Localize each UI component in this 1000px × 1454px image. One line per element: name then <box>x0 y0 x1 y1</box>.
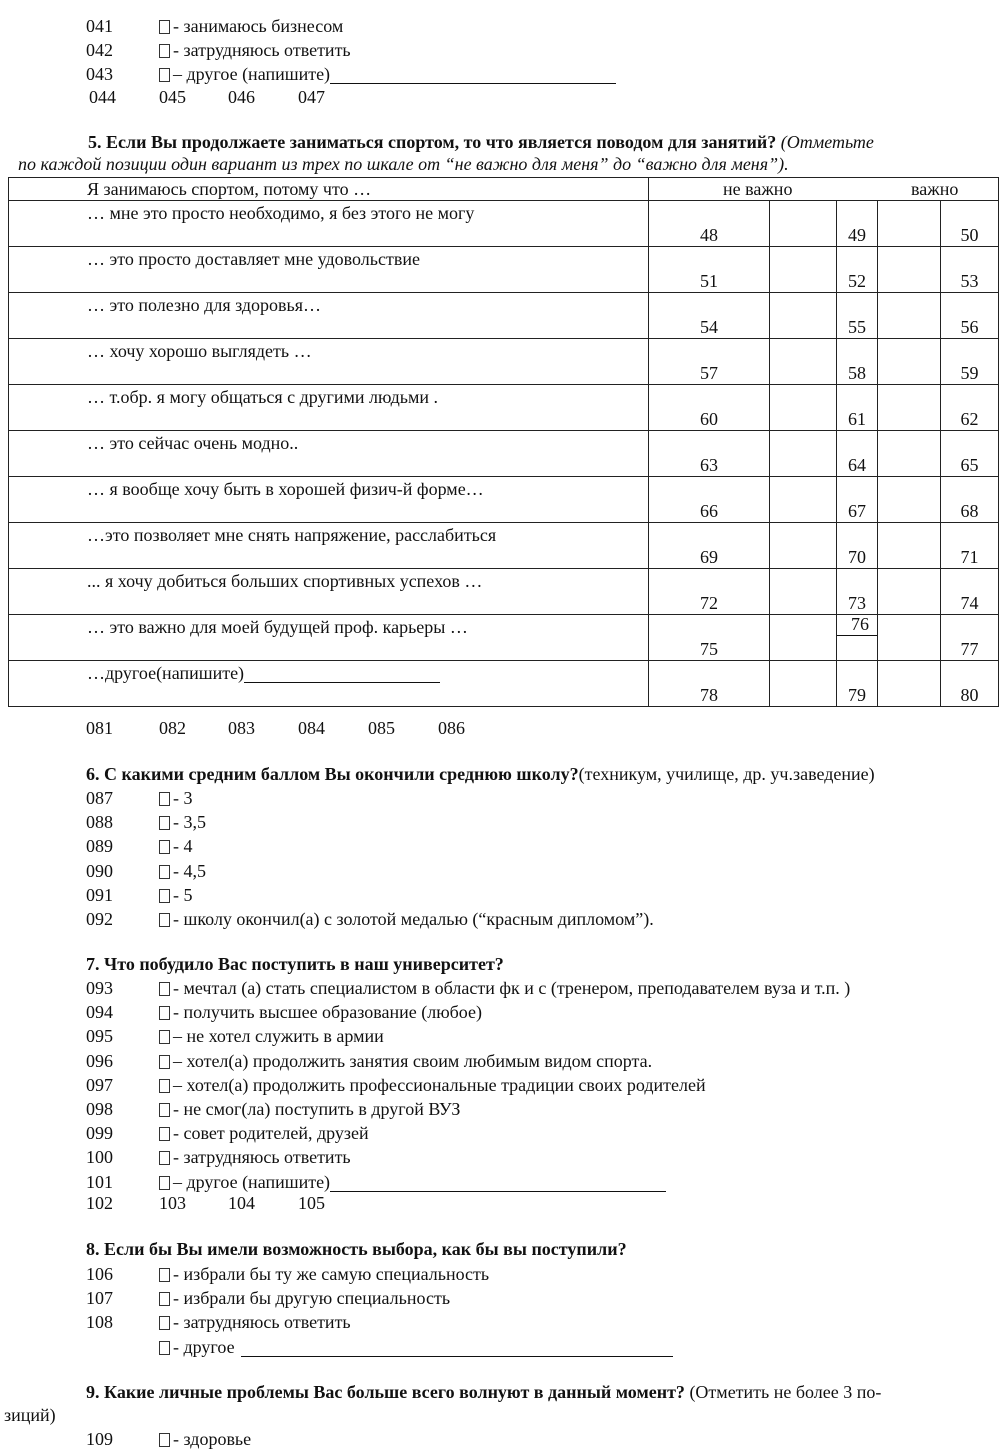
option-label: - 4 <box>173 836 193 857</box>
mark-box-2-cell[interactable] <box>878 661 941 707</box>
option-code: 089 <box>86 836 113 857</box>
code-not-important: 51 <box>700 271 718 291</box>
code-middle-cell[interactable] <box>837 569 878 615</box>
reason-text-cell <box>9 247 649 293</box>
write-in-line[interactable] <box>330 1175 666 1192</box>
code-102: 102 <box>86 1193 113 1213</box>
code-middle-cell[interactable] <box>837 293 878 339</box>
code-085: 085 <box>368 718 395 738</box>
reason-text: … это сейчас очень модно.. <box>87 433 299 453</box>
header-reason-cell <box>9 178 649 201</box>
mark-box-2-cell[interactable] <box>878 477 941 523</box>
checkbox[interactable] <box>159 1127 170 1141</box>
code-not-important-cell[interactable] <box>649 339 770 385</box>
code-not-important: 63 <box>700 455 718 475</box>
reason-text-cell <box>9 339 649 385</box>
option-code: 095 <box>86 1026 113 1047</box>
write-in-line[interactable] <box>244 666 440 683</box>
option-label: - другое <box>173 1336 235 1357</box>
reason-text: …это позволяет мне снять напряжение, расслабиться <box>87 525 497 545</box>
checkbox[interactable] <box>159 1316 170 1330</box>
q6-note: (техникум, училище, др. уч.заведение) <box>578 764 875 784</box>
option-label: - не смог(ла) поступить в другой ВУЗ <box>173 1099 461 1119</box>
option-code: 042 <box>86 40 113 60</box>
option-label: - 5 <box>173 884 193 905</box>
option-label: - получить высшее образование (любое) <box>173 1002 482 1023</box>
option-item[interactable] <box>159 1430 251 1448</box>
option-item[interactable] <box>159 1148 351 1166</box>
option-item[interactable] <box>159 1100 460 1118</box>
option-label: - избрали бы другую специальность <box>173 1288 451 1309</box>
checkbox[interactable] <box>159 1030 170 1044</box>
option-label: - здоровье <box>173 1429 252 1449</box>
mark-box-1-cell[interactable] <box>770 477 837 523</box>
q6-title: 6. С какими средним баллом Вы окончили среднюю школу? <box>86 764 579 784</box>
checkbox[interactable] <box>159 68 170 82</box>
code-not-important-cell[interactable] <box>649 569 770 615</box>
option-label: - затрудняюсь ответить <box>173 1312 351 1333</box>
checkbox[interactable] <box>159 1079 170 1093</box>
code-not-important-cell[interactable] <box>649 615 770 661</box>
code-important: 53 <box>960 271 979 291</box>
code-045: 045 <box>159 87 186 107</box>
code-not-important-cell[interactable] <box>649 247 770 293</box>
mark-box-2-cell[interactable] <box>878 201 941 247</box>
code-not-important-cell[interactable] <box>649 477 770 523</box>
checkbox[interactable] <box>159 1341 170 1355</box>
code-not-important: 60 <box>700 409 718 429</box>
checkbox[interactable] <box>159 1006 170 1020</box>
option-code: 041 <box>86 16 113 36</box>
checkbox[interactable] <box>159 865 170 879</box>
reason-text-cell <box>9 615 649 661</box>
option-item[interactable] <box>159 789 193 807</box>
checkbox[interactable] <box>159 1433 170 1447</box>
reason-text-cell <box>9 523 649 569</box>
mark-box-1-cell[interactable] <box>770 569 837 615</box>
option-code: 098 <box>86 1099 113 1119</box>
mark-box-1-cell[interactable] <box>770 523 837 569</box>
reason-text: … это полезно для здоровья… <box>87 295 322 315</box>
mark-box-1-cell[interactable] <box>770 615 837 661</box>
mark-box-1-cell[interactable] <box>770 201 837 247</box>
code-middle-cell[interactable] <box>837 615 878 661</box>
code-middle: 64 <box>848 455 866 475</box>
reason-text: … мне это просто необходимо, я без этого не могу <box>87 203 475 223</box>
reason-row <box>9 523 999 569</box>
code-081: 081 <box>86 718 113 738</box>
code-not-important: 72 <box>700 593 718 613</box>
checkbox[interactable] <box>159 792 170 806</box>
option-code: 094 <box>86 1002 113 1023</box>
checkbox[interactable] <box>159 1176 170 1190</box>
code-middle: 79 <box>848 685 866 705</box>
code-important: 65 <box>960 455 979 475</box>
code-middle: 61 <box>848 409 866 429</box>
code-middle-cell[interactable] <box>837 247 878 293</box>
reason-text: …другое(напишите) <box>87 663 245 683</box>
code-important: 74 <box>960 593 979 613</box>
code-not-important-cell[interactable] <box>649 201 770 247</box>
mark-box-2-cell[interactable] <box>878 385 941 431</box>
code-important: 62 <box>960 409 979 429</box>
code-middle: 73 <box>848 593 866 613</box>
checkbox[interactable] <box>159 1292 170 1306</box>
mark-box-1-cell[interactable] <box>770 339 837 385</box>
option-code: 087 <box>86 788 113 808</box>
code-not-important: 54 <box>700 317 718 337</box>
reason-row <box>9 615 999 661</box>
code-important: 50 <box>960 225 979 245</box>
checkbox[interactable] <box>159 913 170 927</box>
reason-text: … это просто доставляет мне удовольствие <box>87 249 420 269</box>
code-important-cell[interactable] <box>941 385 999 431</box>
q5-title: 5. Если Вы продолжаете заниматься спортом, то что является поводом для занятий? <box>88 132 777 152</box>
code-important-cell[interactable] <box>941 339 999 385</box>
option-label: - 3 <box>173 788 193 808</box>
option-label: – хотел(а) продолжить профессиональные традиции своих родителей <box>173 1074 706 1095</box>
option-item[interactable] <box>159 1338 673 1357</box>
code-important-cell[interactable] <box>941 247 999 293</box>
reason-row <box>9 339 999 385</box>
reason-row <box>9 477 999 523</box>
reason-row <box>9 661 999 707</box>
option-label: - мечтал (а) стать специалистом в области фк и с (тренером, преподавателем вуза и т.п. ) <box>173 978 851 998</box>
code-middle-cell[interactable] <box>837 339 878 385</box>
reason-text-cell <box>9 293 649 339</box>
code-middle-cell[interactable] <box>837 523 878 569</box>
code-086: 086 <box>438 718 465 738</box>
code-not-important-cell[interactable] <box>649 431 770 477</box>
reason-row <box>9 385 999 431</box>
mark-box-1-cell[interactable] <box>770 247 837 293</box>
code-important-cell[interactable] <box>941 201 999 247</box>
checkbox[interactable] <box>159 816 170 830</box>
code-middle-cell[interactable] <box>837 661 878 707</box>
option-label: - затрудняюсь ответить <box>173 1147 351 1168</box>
option-item[interactable] <box>159 1173 666 1192</box>
option-043[interactable] <box>159 65 616 84</box>
code-important-cell[interactable] <box>941 293 999 339</box>
reason-text: … т.обр. я могу общаться с другими людьми . <box>87 387 438 407</box>
option-item[interactable] <box>159 862 206 880</box>
mark-box-2-cell[interactable] <box>878 569 941 615</box>
code-not-important: 57 <box>700 363 718 383</box>
option-item[interactable] <box>159 1027 384 1045</box>
code-middle: 70 <box>848 547 866 567</box>
mark-box-2-cell[interactable] <box>878 431 941 477</box>
option-item[interactable] <box>159 886 193 904</box>
option-code: 107 <box>86 1288 113 1309</box>
q9-note-1: (Отметить не более 3 по- <box>689 1382 882 1402</box>
q5-table <box>8 177 999 707</box>
option-041[interactable] <box>159 17 343 35</box>
code-important: 59 <box>960 363 979 383</box>
reason-text-cell <box>9 569 649 615</box>
code-middle: 76 <box>837 615 877 636</box>
option-label: – хотел(а) продолжить занятия своим любимым видом спорта. <box>173 1050 653 1071</box>
code-middle: 49 <box>848 225 866 245</box>
option-item[interactable] <box>159 813 206 831</box>
option-label: – не хотел служить в армии <box>173 1026 384 1047</box>
reason-text: … хочу хорошо выглядеть … <box>87 341 312 361</box>
option-code: 096 <box>86 1050 113 1071</box>
option-label: – другое (напишите) <box>173 64 331 84</box>
code-middle: 52 <box>848 271 866 291</box>
option-code: 101 <box>86 1171 113 1192</box>
checkbox[interactable] <box>159 1151 170 1165</box>
code-important: 71 <box>960 547 979 567</box>
option-code: 091 <box>86 884 113 905</box>
code-important-cell[interactable] <box>941 523 999 569</box>
option-item[interactable] <box>159 1076 706 1094</box>
code-important-cell[interactable] <box>941 661 999 707</box>
q8-title: 8. Если бы Вы имели возможность выбора, как бы вы поступили? <box>86 1239 627 1259</box>
code-not-important-cell[interactable] <box>649 385 770 431</box>
code-important: 56 <box>960 317 979 337</box>
option-code: 108 <box>86 1312 113 1333</box>
code-046: 046 <box>228 87 255 107</box>
code-important: 68 <box>960 501 979 521</box>
option-code: 099 <box>86 1123 113 1144</box>
option-code: 106 <box>86 1264 113 1284</box>
checkbox[interactable] <box>159 44 170 58</box>
checkbox[interactable] <box>159 889 170 903</box>
mark-box-2-cell[interactable] <box>878 339 941 385</box>
option-item[interactable] <box>159 1289 450 1307</box>
code-middle: 55 <box>848 317 866 337</box>
code-not-important: 75 <box>700 639 718 659</box>
option-item[interactable] <box>159 910 654 928</box>
code-105: 105 <box>298 1193 325 1213</box>
header-scale-cell <box>649 178 999 201</box>
mark-box-1-cell[interactable] <box>770 385 837 431</box>
reason-text-cell <box>9 385 649 431</box>
code-middle-cell[interactable] <box>837 201 878 247</box>
code-important: 77 <box>960 639 979 659</box>
option-042[interactable] <box>159 41 351 59</box>
option-code: 092 <box>86 909 113 929</box>
code-084: 084 <box>298 718 325 738</box>
code-important-cell[interactable] <box>941 569 999 615</box>
option-label: - 3,5 <box>173 812 206 833</box>
code-not-important-cell[interactable] <box>649 293 770 339</box>
checkbox[interactable] <box>159 1103 170 1117</box>
write-in-line[interactable] <box>241 1340 673 1357</box>
code-middle: 67 <box>848 501 866 521</box>
code-important-cell[interactable] <box>941 615 999 661</box>
q5-hint-1: (Отметьте <box>780 132 874 152</box>
option-item[interactable] <box>159 1124 369 1142</box>
reason-row <box>9 201 999 247</box>
option-label: - школу окончил(а) с золотой медалью (“красным дипломом”). <box>173 909 654 929</box>
code-middle-cell[interactable] <box>837 477 878 523</box>
option-label: – другое (напишите) <box>173 1171 331 1192</box>
mark-box-2-cell[interactable] <box>878 615 941 661</box>
checkbox[interactable] <box>159 840 170 854</box>
code-not-important-cell[interactable] <box>649 523 770 569</box>
code-not-important: 66 <box>700 501 718 521</box>
code-important-cell[interactable] <box>941 431 999 477</box>
checkbox[interactable] <box>159 1268 170 1282</box>
code-044: 044 <box>89 87 116 107</box>
option-code: 097 <box>86 1074 113 1095</box>
code-important-cell[interactable] <box>941 477 999 523</box>
code-middle-cell[interactable] <box>837 431 878 477</box>
option-code: 100 <box>86 1147 113 1168</box>
option-label: - совет родителей, друзей <box>173 1123 369 1144</box>
reason-text-cell <box>9 431 649 477</box>
reason-text: ... я хочу добиться больших спортивных успехов … <box>87 571 483 591</box>
write-in-line[interactable] <box>330 67 616 84</box>
code-not-important: 48 <box>700 225 718 245</box>
option-label: - затрудняюсь ответить <box>173 40 351 60</box>
checkbox[interactable] <box>159 20 170 34</box>
reason-text: … я вообще хочу быть в хорошей физич-й форме… <box>87 479 484 499</box>
mark-box-2-cell[interactable] <box>878 293 941 339</box>
code-not-important: 78 <box>700 685 718 705</box>
checkbox[interactable] <box>159 1055 170 1069</box>
mark-box-2-cell[interactable] <box>878 523 941 569</box>
reason-text: … это важно для моей будущей проф. карьеры … <box>87 617 468 637</box>
q9-title: 9. Какие личные проблемы Вас больше всего волнуют в данный момент? <box>86 1382 685 1402</box>
option-code: 043 <box>86 64 113 84</box>
code-083: 083 <box>228 718 255 738</box>
reason-text-cell <box>9 201 649 247</box>
mark-box-1-cell[interactable] <box>770 431 837 477</box>
code-important: 80 <box>960 685 979 705</box>
code-047: 047 <box>298 87 325 107</box>
option-item[interactable] <box>159 1265 489 1283</box>
option-item[interactable] <box>159 1003 482 1021</box>
code-104: 104 <box>228 1193 255 1213</box>
reason-row <box>9 569 999 615</box>
option-code: 090 <box>86 860 113 881</box>
checkbox[interactable] <box>159 982 170 996</box>
header-reason: Я занимаюсь спортом, потому что … <box>87 179 372 199</box>
mark-box-1-cell[interactable] <box>770 293 837 339</box>
code-103: 103 <box>159 1193 186 1213</box>
option-label: - 4,5 <box>173 860 206 881</box>
header-important: важно <box>911 179 959 199</box>
option-label: - занимаюсь бизнесом <box>173 16 344 36</box>
mark-box-1-cell[interactable] <box>770 661 837 707</box>
code-middle-cell[interactable] <box>837 385 878 431</box>
code-not-important: 69 <box>700 547 718 567</box>
q5-heading <box>88 133 874 151</box>
code-082: 082 <box>159 718 186 738</box>
code-middle: 58 <box>848 363 866 383</box>
option-item[interactable] <box>159 1313 351 1331</box>
reason-row <box>9 431 999 477</box>
code-not-important-cell[interactable] <box>649 661 770 707</box>
reason-text-cell <box>9 661 649 707</box>
q9-note-2: зиций) <box>4 1405 56 1425</box>
header-not-important: не важно <box>723 179 793 199</box>
option-code: 109 <box>86 1429 113 1449</box>
option-item[interactable] <box>159 979 850 997</box>
option-label: - избрали бы ту же самую специальность <box>173 1264 490 1284</box>
reason-row <box>9 293 999 339</box>
mark-box-2-cell[interactable] <box>878 247 941 293</box>
q6-heading <box>86 765 875 783</box>
q7-title: 7. Что побудило Вас поступить в наш университет? <box>86 954 504 974</box>
option-item[interactable] <box>159 1052 652 1070</box>
option-code: 093 <box>86 978 113 998</box>
reason-text-cell <box>9 477 649 523</box>
q9-heading <box>86 1383 881 1401</box>
option-code: 088 <box>86 812 113 833</box>
table-header-row <box>9 178 999 201</box>
q5-hint-2: по каждой позиции один вариант из трех по шкале от “не важно для меня” до “важно для меня”). <box>18 154 789 174</box>
option-item[interactable] <box>159 837 193 855</box>
reason-row <box>9 247 999 293</box>
